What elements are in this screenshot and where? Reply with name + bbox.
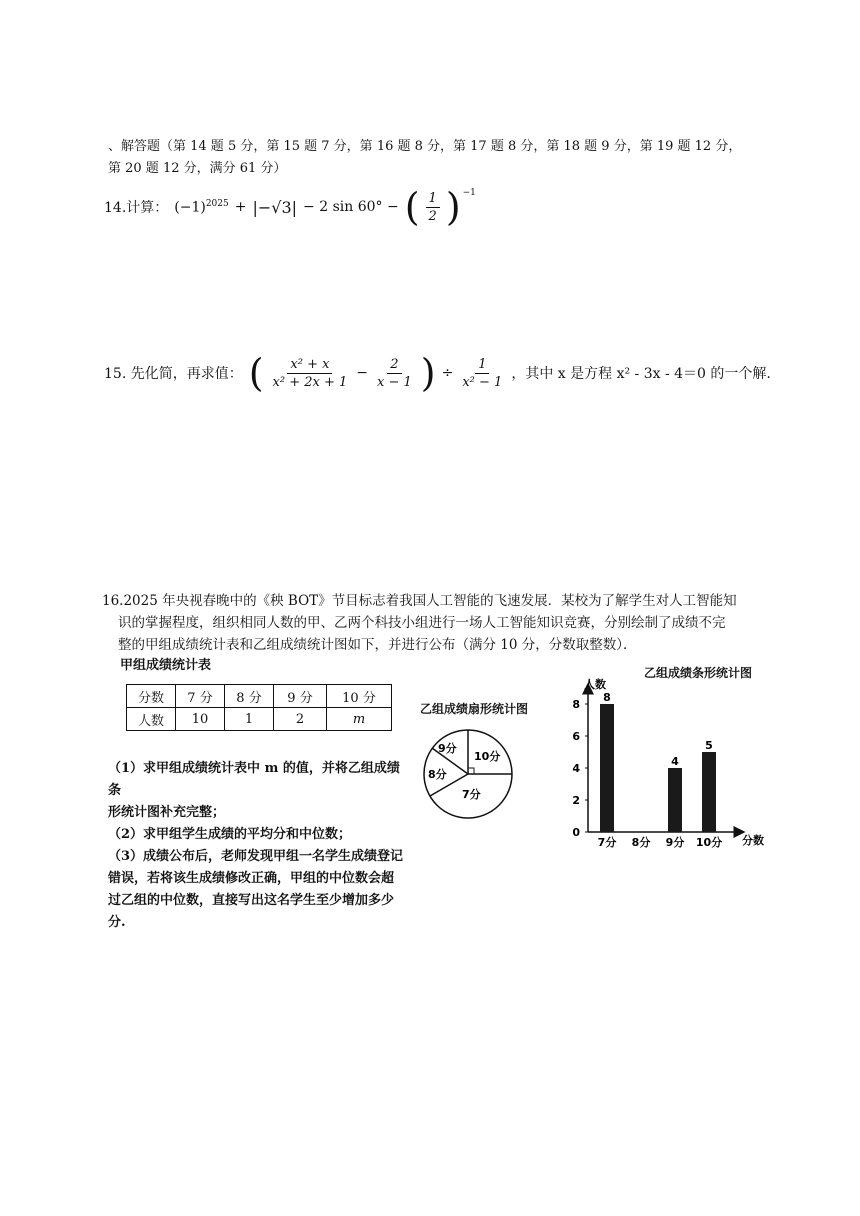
x-tick-label: 7分 [597,836,617,849]
table-title: 甲组成绩统计表 [120,658,212,673]
section-header [108,136,748,180]
x-tick-label: 10分 [695,836,723,849]
table-cell: 分数 [127,685,176,708]
q15-tail: ，其中 x 是方程 x² - 3x - 4＝0 的一个解. [511,366,771,382]
question-16 [102,590,762,656]
bar-data-label: 5 [705,739,713,752]
y-tick-label: 4 [572,762,580,775]
q15-f3-num: 1 [475,357,489,374]
sub-question-2: （2）求甲组学生成绩的平均分和中位数； [108,827,352,842]
q14-outer-exp: −1 [462,188,476,198]
table-cell: m [327,708,392,731]
q15-f2-den: x − 1 [377,374,412,390]
q15-lparen: ( [248,351,264,395]
table-cell: 1 [225,708,274,731]
table-cell: 8 分 [225,685,274,708]
bar [600,704,614,832]
table-row [127,708,392,731]
q16-line1: 16.2025 年央视春晚中的《秧 BOT》节目标志着我国人工智能的飞速发展．某校为了解学生对人工智能知 [102,593,737,609]
y-axis-label: 人数 [584,678,606,691]
pie-chart-title: 乙组成绩扇形统计图 [420,702,529,716]
q14-frac-den: 2 [428,208,437,224]
table-cell: 人数 [127,708,176,731]
section-header-line2: 第 20 题 12 分，满分 61 分） [108,161,287,176]
bar-chart [560,674,780,854]
pie-label: 10分 [474,750,501,763]
q14-label: 14.计算： [104,200,169,216]
sub-question-3b: 错误，若将该生成绩修改正确，甲组的中位数会超 [108,871,395,886]
bar-data-label: 8 [603,691,611,704]
x-tick-label: 9分 [665,836,685,849]
table-row [127,685,392,708]
q14-lparen: ( [404,185,420,229]
section-header-line1: 、解答题（第 14 题 5 分，第 15 题 7 分，第 16 题 8 分，第 17 题 8 分，第 18 题 9 分，第 19 题 12 分， [108,139,742,154]
q15-fraction-2 [374,357,415,390]
q16-line2: 识的掌握程度，组织相同人数的甲、乙两个科技小组进行一场人工智能知识竞赛，分别绘制了成绩不完 [118,615,726,631]
table-cell: 10 [176,708,225,731]
q15-f3-den: x² − 1 [462,374,503,390]
q15-f1-den: x² + 2x + 1 [272,374,348,390]
table-cell: 7 分 [176,685,225,708]
sub-question-1a: （1）求甲组成绩统计表中 m 的值，并将乙组成绩条 [108,761,400,798]
y-tick-label: 6 [572,730,580,743]
q15-f1-num: x² + x [287,357,332,374]
table-cell: 2 [274,708,327,731]
sub-question-3c: 过乙组的中位数，直接写出这名学生至少增加多少分. [108,893,395,930]
q14-fraction [426,191,440,224]
y-tick-label: 0 [572,826,580,839]
question-14 [104,185,476,229]
q15-divide: ÷ [441,365,454,381]
pie-label: 9分 [438,742,457,755]
table-cell: 9 分 [274,685,327,708]
q16-line3: 整的甲组成绩统计表和乙组成绩统计图如下，并进行公布（满分 10 分，分数取整数）． [118,637,637,653]
x-axis-label: 分数 [742,834,764,847]
pie-chart [416,722,520,826]
y-tick-label: 2 [572,794,580,807]
x-tick-label: 8分 [631,836,651,849]
bar [668,768,682,832]
score-table [126,684,392,731]
pie-label: 7分 [462,788,481,801]
q14-term1: $(-1)^{2025}$ [174,198,229,216]
q14-middle: − 2 sin 60° − [303,199,399,215]
q15-rparen: ) [420,351,436,395]
sub-question-3a: （3）成绩公布后，老师发现甲组一名学生成绩登记 [108,849,404,864]
q14-rparen: ) [445,185,461,229]
y-tick-label: 8 [572,698,580,711]
q15-fraction-3 [459,357,505,390]
q15-label: 15. 先化简，再求值： [104,366,243,382]
sub-questions [108,758,408,934]
table-cell: 10 分 [327,685,392,708]
question-15 [104,351,771,395]
pie-label: 8分 [428,768,447,781]
q15-minus: − [356,365,369,381]
bar-chart-title: 乙组成绩条形统计图 [644,666,753,680]
bar [702,752,716,832]
sub-question-1b: 形统计图补充完整； [108,805,226,820]
q14-frac-num: 1 [426,191,440,208]
bar-data-label: 4 [671,755,679,768]
q15-f2-num: 2 [387,357,401,374]
q15-fraction-1 [270,357,351,390]
q14-plus: + [234,199,247,215]
q14-abs: |−√3| [252,197,298,217]
